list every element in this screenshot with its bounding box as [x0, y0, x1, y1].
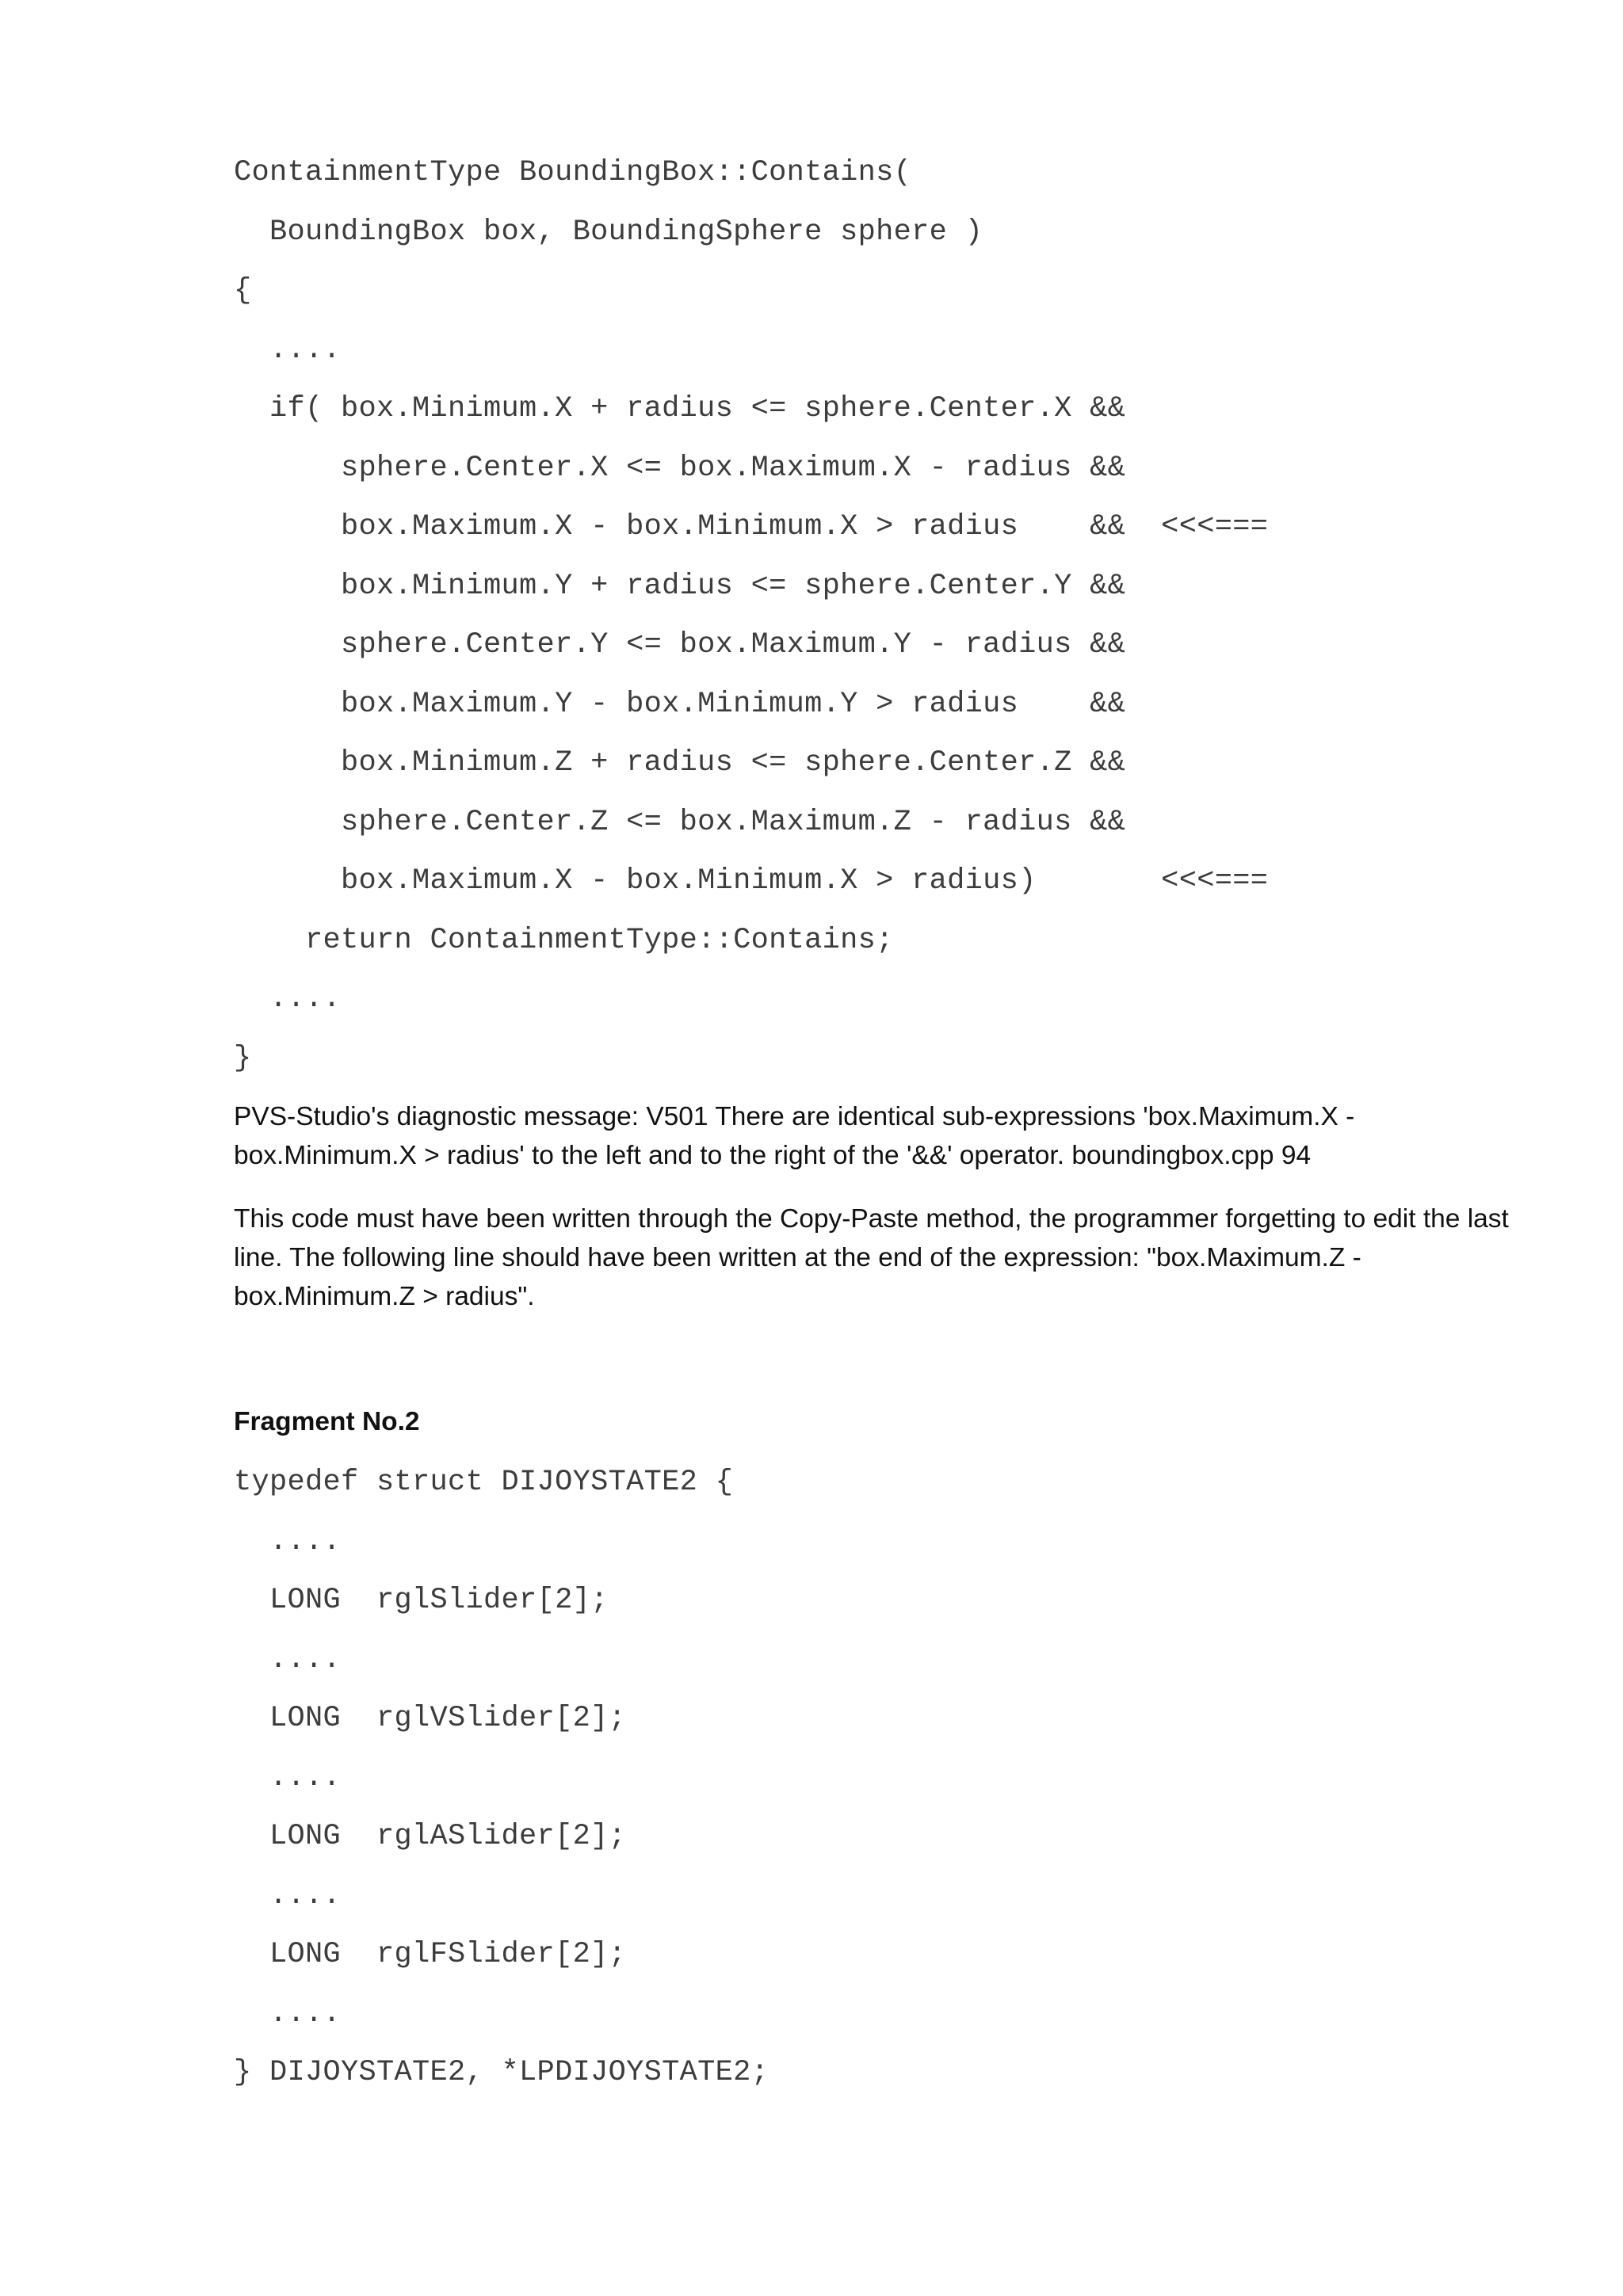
- code-line: LONG rglFSlider[2];: [234, 1938, 627, 1971]
- code-line: box.Maximum.X - box.Minimum.X > radius) <<<===: [234, 864, 1269, 898]
- code-line: LONG rglSlider[2];: [234, 1584, 609, 1617]
- code-line: box.Maximum.Y - box.Minimum.Y > radius &&: [234, 688, 1126, 721]
- code-line: ....: [234, 1997, 342, 2031]
- diagnostic-message: PVS-Studio's diagnostic message: V501 There are identical sub-expressions 'box.Maximum.X - box.Minimum.X > radius' to the left and to the right of the '&&' operator. boundingbox.cpp 94: [234, 1102, 1355, 1170]
- code-line: sphere.Center.X <= box.Maximum.X - radius &&: [234, 452, 1126, 485]
- code-line: if( box.Minimum.X + radius <= sphere.Center.X &&: [234, 392, 1126, 425]
- code-line: ....: [234, 1643, 342, 1676]
- code-line: {: [234, 274, 252, 307]
- code-line: return ContainmentType::Contains;: [234, 924, 894, 957]
- code-line: box.Minimum.Z + radius <= sphere.Center.Z &&: [234, 746, 1126, 780]
- code-line: LONG rglVSlider[2];: [234, 1702, 627, 1735]
- code-line: sphere.Center.Y <= box.Maximum.Y - radius &&: [234, 628, 1126, 662]
- code-line: typedef struct DIJOYSTATE2 {: [234, 1466, 734, 1499]
- code-line: BoundingBox box, BoundingSphere sphere ): [234, 215, 983, 249]
- code-line: ....: [234, 1761, 342, 1794]
- code-line: ....: [234, 982, 342, 1016]
- code-line: box.Maximum.X - box.Minimum.X > radius && <<<===: [234, 510, 1269, 543]
- code-line: } DIJOYSTATE2, *LPDIJOYSTATE2;: [234, 2056, 769, 2089]
- explanation-paragraph: This code must have been written through the Copy-Paste method, the programmer forgetting to edit the last line. The following line should have been written at the end of the expression: "box.Maximum.Z - box.Minimum.Z > radius".: [234, 1204, 1509, 1311]
- code-line: LONG rglASlider[2];: [234, 1820, 627, 1853]
- fragment-heading: Fragment No.2: [234, 1407, 420, 1436]
- code-line: sphere.Center.Z <= box.Maximum.Z - radius &&: [234, 806, 1126, 839]
- code-line: ....: [234, 334, 342, 367]
- code-line: ContainmentType BoundingBox::Contains(: [234, 156, 912, 189]
- code-line: }: [234, 1042, 252, 1075]
- code-line: ....: [234, 1525, 342, 1558]
- code-line: box.Minimum.Y + radius <= sphere.Center.Y &&: [234, 570, 1126, 603]
- code-line: ....: [234, 1879, 342, 1913]
